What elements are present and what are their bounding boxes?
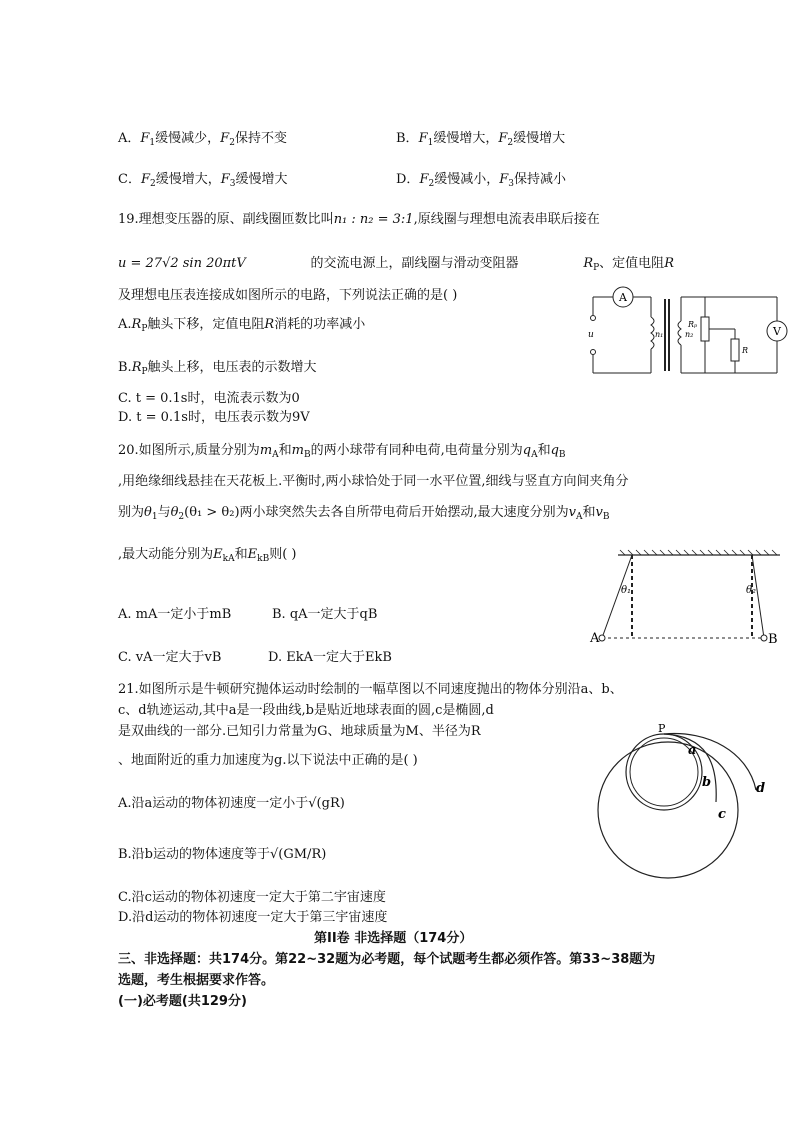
orbit-c-label: c: [718, 807, 726, 822]
theta2-label: θ₂: [746, 585, 757, 596]
q20-option-c: C. vA一定大于vB: [118, 650, 222, 665]
orbit-d-label: d: [756, 781, 766, 796]
q20-stem-line2: ,用绝缘细线悬挂在天花板上.平衡时,两小球恰处于同一水平位置,细线与竖直方向间夹角分: [118, 474, 629, 489]
theta1-label: θ₁: [621, 585, 632, 596]
q21-stem-line1: 21.如图所示是牛顿研究抛体运动时绘制的一幅草图以不同速度抛出的物体分别沿a、b、: [118, 682, 623, 697]
part2-heading-line2: 选题，考生根据要求作答。: [118, 973, 275, 988]
rp-label: Rₚ: [688, 320, 698, 329]
voltmeter-label: V: [773, 325, 781, 338]
part2-heading-line3: (一)必考题(共129分): [118, 994, 247, 1009]
q18-option-b: B．$F_1$缓慢增大，$F_2$缓慢增大: [396, 131, 566, 148]
q19-option-a: $A.R_P$触头下移，定值电阻R消耗的功率减小: [118, 317, 366, 334]
ball-a-label: A: [590, 631, 600, 646]
r-label: R: [742, 346, 749, 355]
part2-heading-line1: 三、非选择题：共174分。第22~32题为必考题，每个试题考生都必须作答。第33~38题为: [118, 952, 656, 967]
q19-option-b: $B.R_P$触头上移，电压表的示数增大: [118, 360, 317, 377]
q21-option-a: A.沿a运动的物体初速度一定小于√(gR): [118, 796, 345, 811]
q21-stem-line3: 是双曲线的一部分.已知引力常量为G、地球质量为M、半径为R: [118, 724, 481, 739]
q21-orbit-diagram: [578, 722, 788, 882]
q20-stem-line1: 20.如图所示,质量分别为$m_A$和$m_B$的两小球带有同种电荷,电荷量分别为$q_A$和$q_B$: [118, 443, 566, 460]
part2-title: 第II卷 非选择题（174分）: [314, 931, 473, 946]
q20-pendulum-diagram: [588, 545, 788, 650]
q18-option-d: D．$F_2$缓慢减小，$F_3$保持减小: [396, 172, 566, 189]
q19-option-d: D. t = 0.1s时，电压表示数为9V: [118, 410, 310, 425]
ball-b-label: B: [768, 632, 778, 647]
q20-option-b: B. qA一定大于qB: [272, 607, 378, 622]
q19-stem-line1: 19.理想变压器的原、副线圈匝数比叫n₁ : n₂ = 3:1,原线圈与理想电流表串联后接在: [118, 212, 600, 227]
n2-label: n₂: [685, 330, 694, 339]
q21-stem-line4: 、地面附近的重力加速度为g.以下说法中正确的是( ): [118, 753, 418, 768]
q21-option-b: B.沿b运动的物体速度等于√(GM/R): [118, 847, 327, 862]
q19-stem-line2: u = 27√2 sin 20πtV 的交流电源上，副线圈与滑动变阻器 $R_P$、定值电阻R: [118, 256, 674, 273]
q19-stem-line3: 及理想电压表连接成如图所示的电路，下列说法正确的是( ): [118, 288, 458, 303]
n1-label: n₁: [655, 330, 664, 339]
source-label: u: [588, 330, 594, 340]
orbit-a-label: a: [688, 743, 697, 758]
q21-option-d: D.沿d运动的物体初速度一定大于第三宇宙速度: [118, 910, 388, 925]
point-p-label: P: [658, 722, 666, 735]
orbit-b-label: b: [702, 775, 712, 790]
q20-option-d: D. EkA一定大于EkB: [268, 650, 392, 665]
q20-stem-line3: 别为$\theta_1$与$\theta_2(\theta_1 > \theta_2)$两小球突然失去各自所带电荷后开始摆动,最大速度分别为$v_A$和$v_B$: [118, 505, 610, 522]
q18-option-c: C．$F_2$缓慢增大，$F_3$缓慢增大: [118, 172, 288, 189]
q19-circuit-diagram: [585, 285, 794, 380]
q18-option-a: A．$F_1$缓慢减少，$F_2$保持不变: [118, 131, 287, 148]
q21-stem-line2: c、d轨迹运动,其中a是一段曲线,b是贴近地球表面的圆,c是椭圆,d: [118, 703, 494, 718]
ammeter-label: A: [619, 291, 627, 304]
q20-option-a: A. mA一定小于mB: [118, 607, 232, 622]
q21-option-c: C.沿c运动的物体初速度一定大于第二宇宙速度: [118, 890, 386, 905]
q19-option-c: C. t = 0.1s时，电流表示数为0: [118, 391, 300, 406]
q20-stem-line4: ,最大动能分别为$E_{kA}$和$E_{kB}$则( ): [118, 547, 297, 564]
